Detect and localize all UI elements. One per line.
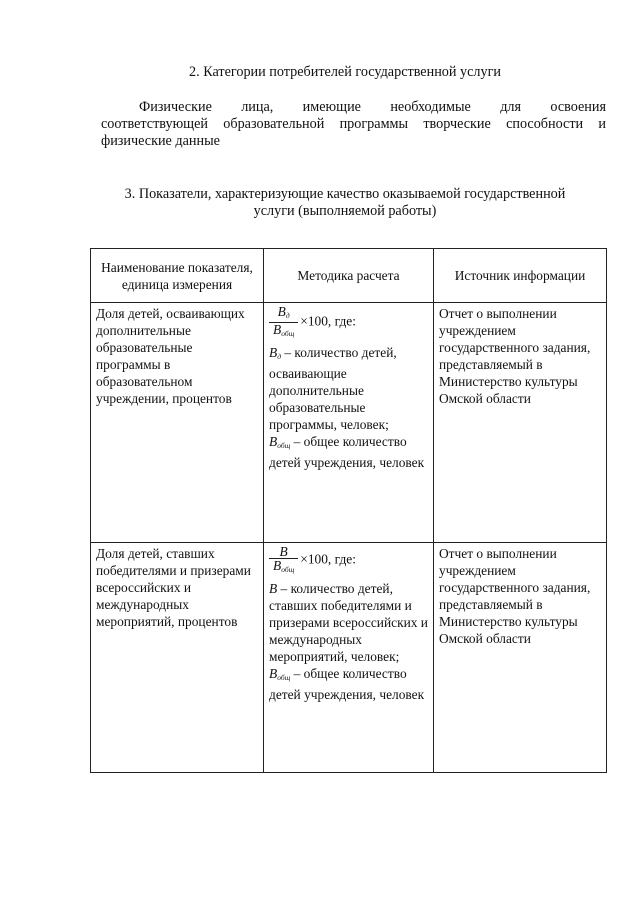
formula-definition: $В_д$ – количество детей, осваивающие дополнительные образовательные программы, человек;: [269, 345, 397, 432]
formula-definition: $В_{общ}$ – общее количество детей учреждения, человек: [269, 434, 425, 470]
information-source-cell: Отчет о выполнении учреждением государственного задания, представляемый в Министерство культуры Омской области: [434, 303, 607, 543]
indicator-name-cell: Доля детей, осваивающих дополнительные образовательные программы в образовательном учреждении, процентов: [91, 303, 264, 543]
table-header-row: [91, 249, 607, 303]
indicator-name-cell: Доля детей, ставших победителями и призерами всероссийских и международных мероприятий, процентов: [91, 543, 264, 773]
header-indicator-name: Наименование показателя, единица измерения: [91, 249, 264, 303]
header-calculation-method: Методика расчета: [264, 249, 434, 303]
fraction: $\frac{В}{В_{общ}}$: [269, 545, 298, 576]
calculation-method-cell: [264, 303, 434, 543]
formula-multiplier: ×100, где:: [300, 551, 356, 567]
heading-line: услуги (выполняемой работы): [253, 203, 437, 219]
section-3-heading: [80, 186, 610, 220]
header-information-source: Источник информации: [434, 249, 607, 303]
formula: [269, 545, 428, 576]
formula-multiplier: ×100, где:: [300, 313, 356, 329]
formula-definition: В – количество детей, ставших победителями и призерами всероссийских и международных мероприятий, человек;: [269, 581, 428, 664]
formula-definition: $В_{общ}$ – общее количество детей учреждения, человек: [269, 666, 425, 702]
table-row: [91, 303, 607, 543]
table-row: [91, 543, 607, 773]
paragraph-line: соответствующей образовательной программы творческие способности и: [101, 116, 606, 132]
calculation-method-cell: [264, 543, 434, 773]
paragraph-line: Физические лица, имеющие необходимые для освоения: [139, 99, 606, 115]
formula: [269, 305, 428, 340]
section-2-heading: 2. Категории потребителей государственной услуги: [189, 64, 501, 80]
fraction: $\frac{В_д}{В_{общ}}$: [269, 305, 298, 340]
paragraph-line: физические данные: [101, 133, 220, 149]
section-2-paragraph: [101, 99, 606, 150]
information-source-cell: Отчет о выполнении учреждением государственного задания, представляемый в Министерство культуры Омской области: [434, 543, 607, 773]
heading-line: 3. Показатели, характеризующие качество оказываемой государственной: [124, 186, 566, 202]
quality-indicators-table: [90, 248, 607, 773]
